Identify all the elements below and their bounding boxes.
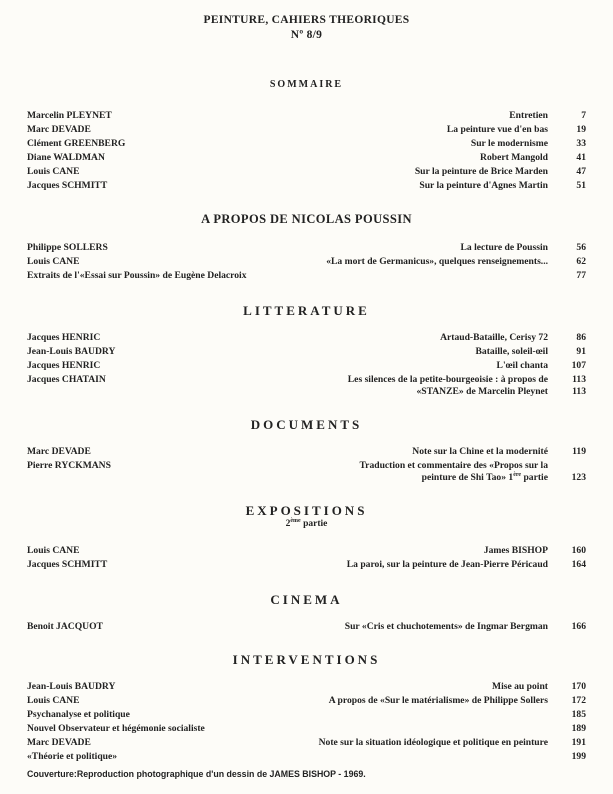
toc-page-number: 107 — [571, 360, 586, 371]
toc-author: Philippe SOLLERS — [27, 242, 108, 253]
toc-title: Sur le modernisme — [470, 138, 548, 149]
toc-title: Bataille, soleil-œil — [475, 346, 548, 357]
toc-page-number: 119 — [572, 446, 586, 457]
toc-title: Entretien — [509, 110, 548, 121]
toc-page-number: 47 — [576, 166, 586, 177]
toc-row — [27, 751, 586, 764]
toc-row — [27, 681, 586, 694]
toc-page-number: 62 — [576, 256, 586, 267]
toc-row — [27, 360, 586, 373]
toc-page-number: 51 — [576, 180, 586, 191]
toc-title: Sur «Cris et chuchotements» de Ingmar Bergman — [344, 621, 548, 632]
toc-title: Artaud-Bataille, Cerisy 72 — [440, 332, 548, 343]
toc-page-number: 172 — [571, 695, 586, 706]
toc-row — [27, 737, 586, 750]
toc-title: «STANZE» de Marcelin Pleynet — [416, 386, 548, 397]
toc-author: Psychanalyse et politique — [27, 709, 130, 720]
section-heading-litterature: LITTERATURE — [243, 303, 370, 318]
toc-author: «Théorie et politique» — [27, 751, 118, 762]
toc-author: Marc DEVADE — [27, 737, 91, 748]
toc-title: Sur la peinture de Brice Marden — [414, 166, 548, 177]
toc-title: La peinture vue d'en bas — [446, 124, 548, 135]
toc-row — [27, 110, 586, 123]
toc-row — [27, 346, 586, 359]
toc-page-number: 56 — [576, 242, 586, 253]
toc-page-number: 86 — [576, 332, 586, 343]
toc-row — [27, 138, 586, 151]
toc-row — [27, 256, 586, 269]
toc-row — [27, 180, 586, 193]
toc-row — [27, 270, 586, 283]
toc-row — [27, 472, 586, 485]
toc-title: Note sur la Chine et la modernité — [412, 446, 548, 457]
section-heading-interventions: INTERVENTIONS — [232, 652, 381, 667]
toc-author: Benoit JACQUOT — [27, 621, 103, 632]
toc-row — [27, 166, 586, 179]
toc-author: Jacques SCHMITT — [27, 559, 108, 570]
toc-title: Sur la peinture d'Agnes Martin — [419, 180, 548, 191]
toc-row — [27, 695, 586, 708]
journal-title: PEINTURE, CAHIERS THEORIQUES — [203, 14, 410, 26]
toc-page-number: 123 — [571, 472, 586, 483]
toc-page-number: 33 — [576, 138, 586, 149]
section-heading-cinema: CINEMA — [270, 592, 343, 607]
toc-row — [27, 332, 586, 345]
toc-author: Diane WALDMAN — [27, 152, 105, 163]
toc-page-number: 113 — [572, 374, 586, 385]
toc-author: Marc DEVADE — [27, 124, 91, 135]
toc-page-number: 113 — [572, 386, 586, 397]
toc-page-number: 199 — [571, 751, 586, 762]
toc-page-number: 166 — [571, 621, 586, 632]
toc-row — [27, 621, 586, 634]
toc-row — [27, 723, 586, 736]
toc-row — [27, 709, 586, 722]
toc-page-number: 170 — [571, 681, 586, 692]
toc-title: James BISHOP — [483, 545, 548, 556]
toc-author: Louis CANE — [27, 545, 80, 556]
toc-row — [27, 559, 586, 572]
toc-author: Nouvel Observateur et hégémonie socialiste — [27, 723, 205, 734]
toc-author: Jacques SCHMITT — [27, 180, 108, 191]
toc-author: Louis CANE — [27, 166, 80, 177]
toc-page-number: 7 — [581, 110, 586, 121]
toc-author: Jacques CHATAIN — [27, 374, 106, 385]
toc-title: Traduction et commentaire des «Propos sur la — [359, 460, 548, 471]
toc-author: Jean-Louis BAUDRY — [27, 681, 116, 692]
toc-page-number: 77 — [576, 270, 586, 281]
toc-author: Marc DEVADE — [27, 446, 91, 457]
toc-row — [27, 386, 586, 399]
toc-row — [27, 124, 586, 137]
toc-title: A propos de «Sur le matérialisme» de Philippe Sollers — [328, 695, 548, 706]
toc-page-number: 160 — [571, 545, 586, 556]
section-subtitle: 2ème partie — [285, 518, 328, 530]
toc-title: L'œil chanta — [496, 360, 548, 371]
toc-author: Clément GREENBERG — [27, 138, 126, 149]
toc-row — [27, 152, 586, 165]
toc-author: Louis CANE — [27, 695, 80, 706]
section-heading-documents: DOCUMENTS — [250, 417, 363, 432]
toc-page-number: 91 — [576, 346, 586, 357]
issue-number: Nº 8/9 — [290, 29, 323, 41]
toc-row — [27, 446, 586, 459]
toc-author: Pierre RYCKMANS — [27, 460, 111, 471]
cover-credit: Couverture:Reproduction photographique d'un dessin de JAMES BISHOP - 1969. — [27, 769, 366, 779]
section-heading-poussin: A PROPOS DE NICOLAS POUSSIN — [201, 212, 412, 226]
toc-page-number: 164 — [571, 559, 586, 570]
toc-author: Jacques HENRIC — [27, 360, 101, 371]
toc-title: Note sur la situation idéologique et politique en peinture — [318, 737, 548, 748]
toc-author: Jacques HENRIC — [27, 332, 101, 343]
toc-page-number: 185 — [571, 709, 586, 720]
toc-title: Les silences de la petite-bourgeoisie : à propos de — [347, 374, 548, 385]
toc-page-number: 41 — [576, 152, 586, 163]
toc-page-number: 191 — [571, 737, 586, 748]
section-heading-sommaire: SOMMAIRE — [269, 79, 344, 90]
toc-title: La paroi, sur la peinture de Jean-Pierre Péricaud — [346, 559, 548, 570]
toc-row — [27, 545, 586, 558]
toc-title: La lecture de Poussin — [460, 242, 548, 253]
toc-title: Robert Mangold — [480, 152, 548, 163]
toc-title: peinture de Shi Tao» 1ère partie — [421, 472, 548, 484]
toc-row — [27, 242, 586, 255]
toc-author: Louis CANE — [27, 256, 80, 267]
toc-page-number: 19 — [576, 124, 586, 135]
section-heading-expositions: EXPOSITIONS — [245, 503, 368, 518]
toc-title: Mise au point — [492, 681, 548, 692]
toc-author: Jean-Louis BAUDRY — [27, 346, 116, 357]
toc-title: «La mort de Germanicus», quelques renseignements... — [326, 256, 548, 267]
toc-page-number: 189 — [571, 723, 586, 734]
toc-author: Extraits de l'«Essai sur Poussin» de Eugène Delacroix — [27, 270, 247, 281]
toc-author: Marcelin PLEYNET — [27, 110, 112, 121]
